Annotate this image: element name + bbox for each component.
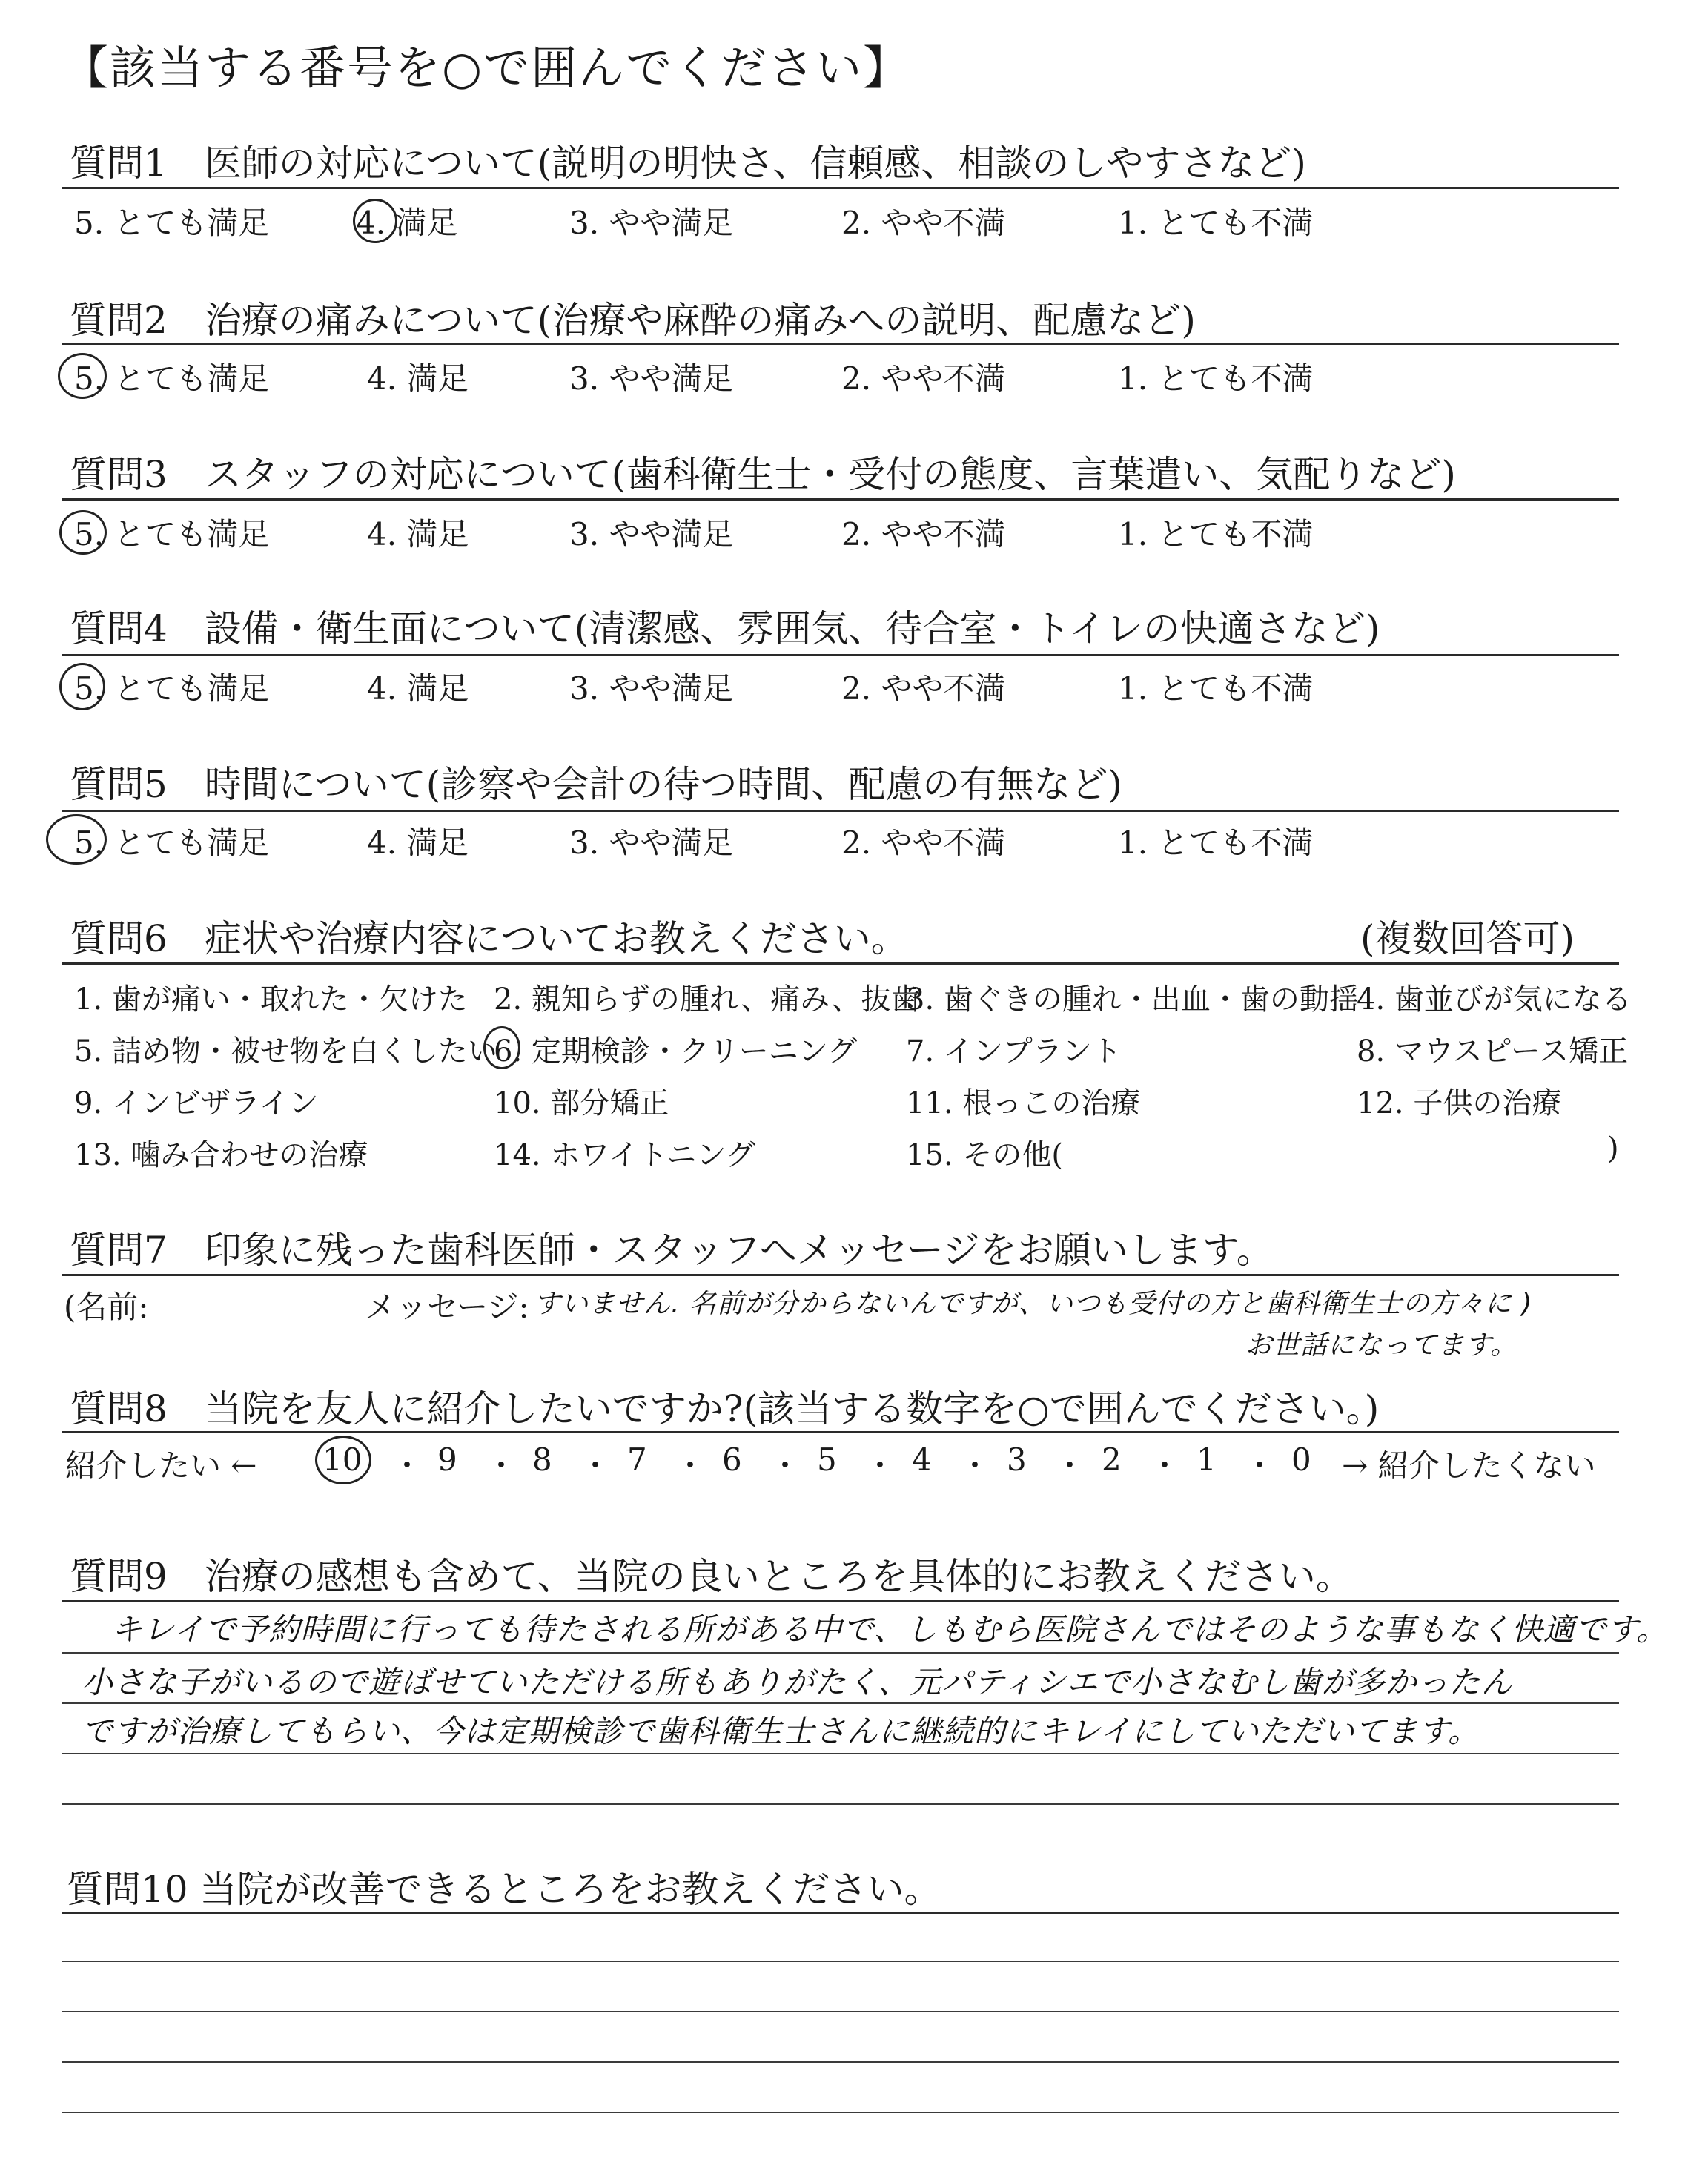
q8-number-8[interactable]: 8 <box>532 1441 552 1478</box>
q10-rule-top <box>62 1912 1619 1914</box>
q6-label: 質問6 <box>70 917 168 960</box>
q1-heading <box>70 133 1306 187</box>
q5-heading <box>70 755 1122 808</box>
q3-option-2[interactable]: 2. やや不満 <box>841 516 1006 552</box>
q8-number-5[interactable]: 5 <box>817 1441 837 1478</box>
q6-option-1[interactable]: 1. 歯が痛い・取れた・欠けた <box>74 982 468 1017</box>
q5-option-3[interactable]: 3. やや満足 <box>569 825 734 861</box>
q3-option-3[interactable]: 3. やや満足 <box>569 516 734 552</box>
q8-rule <box>62 1431 1619 1433</box>
q7-rule <box>62 1274 1619 1276</box>
q2-heading <box>70 291 1196 344</box>
q6-rule <box>62 962 1619 965</box>
q10-answer-rule <box>62 2061 1619 2063</box>
q3-selection-circle <box>59 510 107 555</box>
q6-multi-note: (複数回答可) <box>1360 917 1575 960</box>
q1-option-5[interactable]: 5. とても満足 <box>74 205 270 241</box>
q8-dot: ・ <box>391 1447 423 1484</box>
q8-selection-circle <box>315 1436 371 1484</box>
q9-heading <box>70 1547 1353 1600</box>
q8-heading <box>70 1379 1379 1433</box>
q2-option-3[interactable]: 3. やや満足 <box>569 360 734 397</box>
q4-text: 設備・衛生面について(清潔感、雰囲気、待合室・トイレの快適さなど) <box>204 607 1380 650</box>
q3-text: スタッフの対応について(歯科衛生士・受付の態度、言葉遣い、気配りなど) <box>204 453 1456 496</box>
q5-rule <box>62 810 1619 812</box>
q8-dot: ・ <box>864 1447 896 1484</box>
q6-option-3[interactable]: 3. 歯ぐきの腫れ・出血・歯の動揺 <box>906 982 1359 1017</box>
q7-label: 質問7 <box>70 1229 168 1272</box>
q5-option-2[interactable]: 2. やや不満 <box>841 825 1006 861</box>
q8-label: 質問8 <box>70 1387 168 1430</box>
q5-selection-circle <box>46 814 107 865</box>
q4-rule <box>62 654 1619 656</box>
q4-option-5[interactable]: 5. とても満足 <box>74 670 270 707</box>
q8-number-6[interactable]: 6 <box>722 1441 742 1478</box>
q3-rule <box>62 498 1619 501</box>
q8-dot: ・ <box>1149 1447 1181 1484</box>
q9-answer-line-1: キレイで予約時間に行っても待たされる所がある中で、しもむら医院さんではそのような事もなく快適です。 <box>111 1611 1669 1648</box>
q4-option-4[interactable]: 4. 満足 <box>367 670 469 707</box>
q2-rule <box>62 343 1619 345</box>
q4-option-2[interactable]: 2. やや不満 <box>841 670 1006 707</box>
q10-answer-rule <box>62 2011 1619 2012</box>
q6-option-10[interactable]: 10. 部分矯正 <box>494 1086 669 1120</box>
q1-label: 質問1 <box>70 142 168 185</box>
q7-message-label: メッセージ: <box>365 1289 529 1325</box>
q10-answer-rule <box>62 2112 1619 2113</box>
q5-text: 時間について(診察や会計の待つ時間、配慮の有無など) <box>204 763 1122 806</box>
q4-label: 質問4 <box>70 607 168 650</box>
q6-option-13[interactable]: 13. 噛み合わせの治療 <box>74 1138 368 1172</box>
q6-option-9[interactable]: 9. インビザライン <box>74 1086 319 1120</box>
q8-number-1[interactable]: 1 <box>1196 1441 1217 1478</box>
q8-dot: ・ <box>675 1447 706 1484</box>
q6-selection-circle <box>483 1026 520 1069</box>
q8-number-7[interactable]: 7 <box>627 1441 647 1478</box>
q8-dot: ・ <box>1054 1447 1086 1484</box>
q3-option-5[interactable]: 5. とても満足 <box>74 516 270 552</box>
q5-option-1[interactable]: 1. とても不満 <box>1118 825 1314 861</box>
q7-message-line-2: お世話になってます。 <box>1245 1330 1518 1361</box>
q9-answer-rule <box>62 1803 1619 1805</box>
q10-answer-rule <box>62 1961 1619 1962</box>
q2-selection-circle <box>58 353 107 399</box>
q8-dot: ・ <box>769 1447 801 1484</box>
q2-option-4[interactable]: 4. 満足 <box>367 360 469 397</box>
q3-option-1[interactable]: 1. とても不満 <box>1118 516 1314 552</box>
q10-label: 質問10 <box>67 1868 188 1911</box>
q3-option-4[interactable]: 4. 満足 <box>367 516 469 552</box>
q4-option-3[interactable]: 3. やや満足 <box>569 670 734 707</box>
q6-option-7[interactable]: 7. インプラント <box>906 1034 1122 1069</box>
q1-option-3[interactable]: 3. やや満足 <box>569 205 734 241</box>
q8-number-10[interactable]: 10 <box>322 1441 363 1478</box>
q6-text: 症状や治療内容についてお教えください。 <box>204 917 908 960</box>
q6-option-11[interactable]: 11. 根っこの治療 <box>906 1086 1141 1120</box>
q8-number-3[interactable]: 3 <box>1007 1441 1027 1478</box>
q8-dot: ・ <box>486 1447 517 1484</box>
q1-option-1[interactable]: 1. とても不満 <box>1118 205 1314 241</box>
q6-option-6[interactable]: 6. 定期検診・クリーニング <box>494 1034 858 1069</box>
q6-option-15-close: ) <box>1607 1132 1619 1166</box>
q8-number-9[interactable]: 9 <box>437 1441 457 1478</box>
q6-option-14[interactable]: 14. ホワイトニング <box>494 1138 755 1172</box>
q6-option-5[interactable]: 5. 詰め物・被せ物を白くしたい <box>74 1034 497 1069</box>
q8-number-0[interactable]: 0 <box>1291 1441 1311 1478</box>
q6-option-15[interactable]: 15. その他( <box>906 1138 1063 1172</box>
q5-option-4[interactable]: 4. 満足 <box>367 825 469 861</box>
q5-option-5[interactable]: 5. とても満足 <box>74 825 270 861</box>
q9-answer-rule <box>62 1702 1619 1704</box>
q8-text: 当院を友人に紹介したいですか?(該当する数字を○で囲んでください。) <box>204 1387 1380 1430</box>
q9-answer-rule <box>62 1652 1619 1654</box>
q6-option-12[interactable]: 12. 子供の治療 <box>1357 1086 1562 1120</box>
q7-name-label: (名前: <box>64 1289 149 1325</box>
q1-selection-circle <box>353 199 397 243</box>
q1-option-4[interactable]: 4. 満足 <box>356 205 458 241</box>
q6-option-4[interactable]: 4. 歯並びが気になる <box>1357 982 1632 1017</box>
q6-option-2[interactable]: 2. 親知らずの腫れ、痛み、抜歯 <box>494 982 921 1017</box>
q2-option-1[interactable]: 1. とても不満 <box>1118 360 1314 397</box>
q3-label: 質問3 <box>70 453 168 496</box>
q10-heading <box>67 1860 941 1913</box>
q8-number-2[interactable]: 2 <box>1102 1441 1122 1478</box>
q9-label: 質問9 <box>70 1555 168 1598</box>
q9-answer-line-3: ですが治療してもらい、今は定期検診で歯科衛生士さんに継続的にキレイにしていただいてます。 <box>82 1713 1480 1749</box>
q3-heading <box>70 445 1456 498</box>
q7-heading <box>70 1221 1274 1274</box>
q8-right-label: → 紹介したくない <box>1342 1447 1596 1484</box>
q4-selection-circle <box>59 663 105 710</box>
q8-left-label: 紹介したい ← <box>65 1447 257 1484</box>
q9-rule-top <box>62 1600 1619 1602</box>
q7-message-line-1: すいません. 名前が分からないんですが、いつも受付の方と歯科衛生士の方々に ) <box>534 1289 1533 1319</box>
q1-option-2[interactable]: 2. やや不満 <box>841 205 1006 241</box>
q9-answer-rule <box>62 1753 1619 1754</box>
q4-option-1[interactable]: 1. とても不満 <box>1118 670 1314 707</box>
q2-label: 質問2 <box>70 299 168 342</box>
q4-heading <box>70 599 1380 653</box>
q2-text: 治療の痛みについて(治療や麻酔の痛みへの説明、配慮など) <box>204 299 1196 342</box>
q1-rule <box>62 187 1619 189</box>
q8-dot: ・ <box>580 1447 612 1484</box>
q8-dot: ・ <box>1244 1447 1276 1484</box>
page-title: 【該当する番号を○で囲んでください】 <box>62 41 911 95</box>
q9-text: 治療の感想も含めて、当院の良いところを具体的にお教えください。 <box>204 1555 1353 1598</box>
q7-text: 印象に残った歯科医師・スタッフへメッセージをお願いします。 <box>204 1229 1274 1272</box>
q6-heading <box>70 909 908 962</box>
q1-text: 医師の対応について(説明の明快さ、信頼感、相談のしやすさなど) <box>204 142 1306 185</box>
q5-label: 質問5 <box>70 763 168 806</box>
q2-option-2[interactable]: 2. やや不満 <box>841 360 1006 397</box>
q6-option-8[interactable]: 8. マウスピース矯正 <box>1357 1034 1629 1069</box>
q8-dot: ・ <box>959 1447 991 1484</box>
q9-answer-line-2: 小さな子がいるので遊ばせていただける所もありがたく、元パティシエで小さなむし歯が多かったん <box>82 1664 1513 1700</box>
q10-text: 当院が改善できるところをお教えください。 <box>199 1868 941 1911</box>
q2-option-5[interactable]: 5. とても満足 <box>74 360 270 397</box>
q8-number-4[interactable]: 4 <box>912 1441 932 1478</box>
